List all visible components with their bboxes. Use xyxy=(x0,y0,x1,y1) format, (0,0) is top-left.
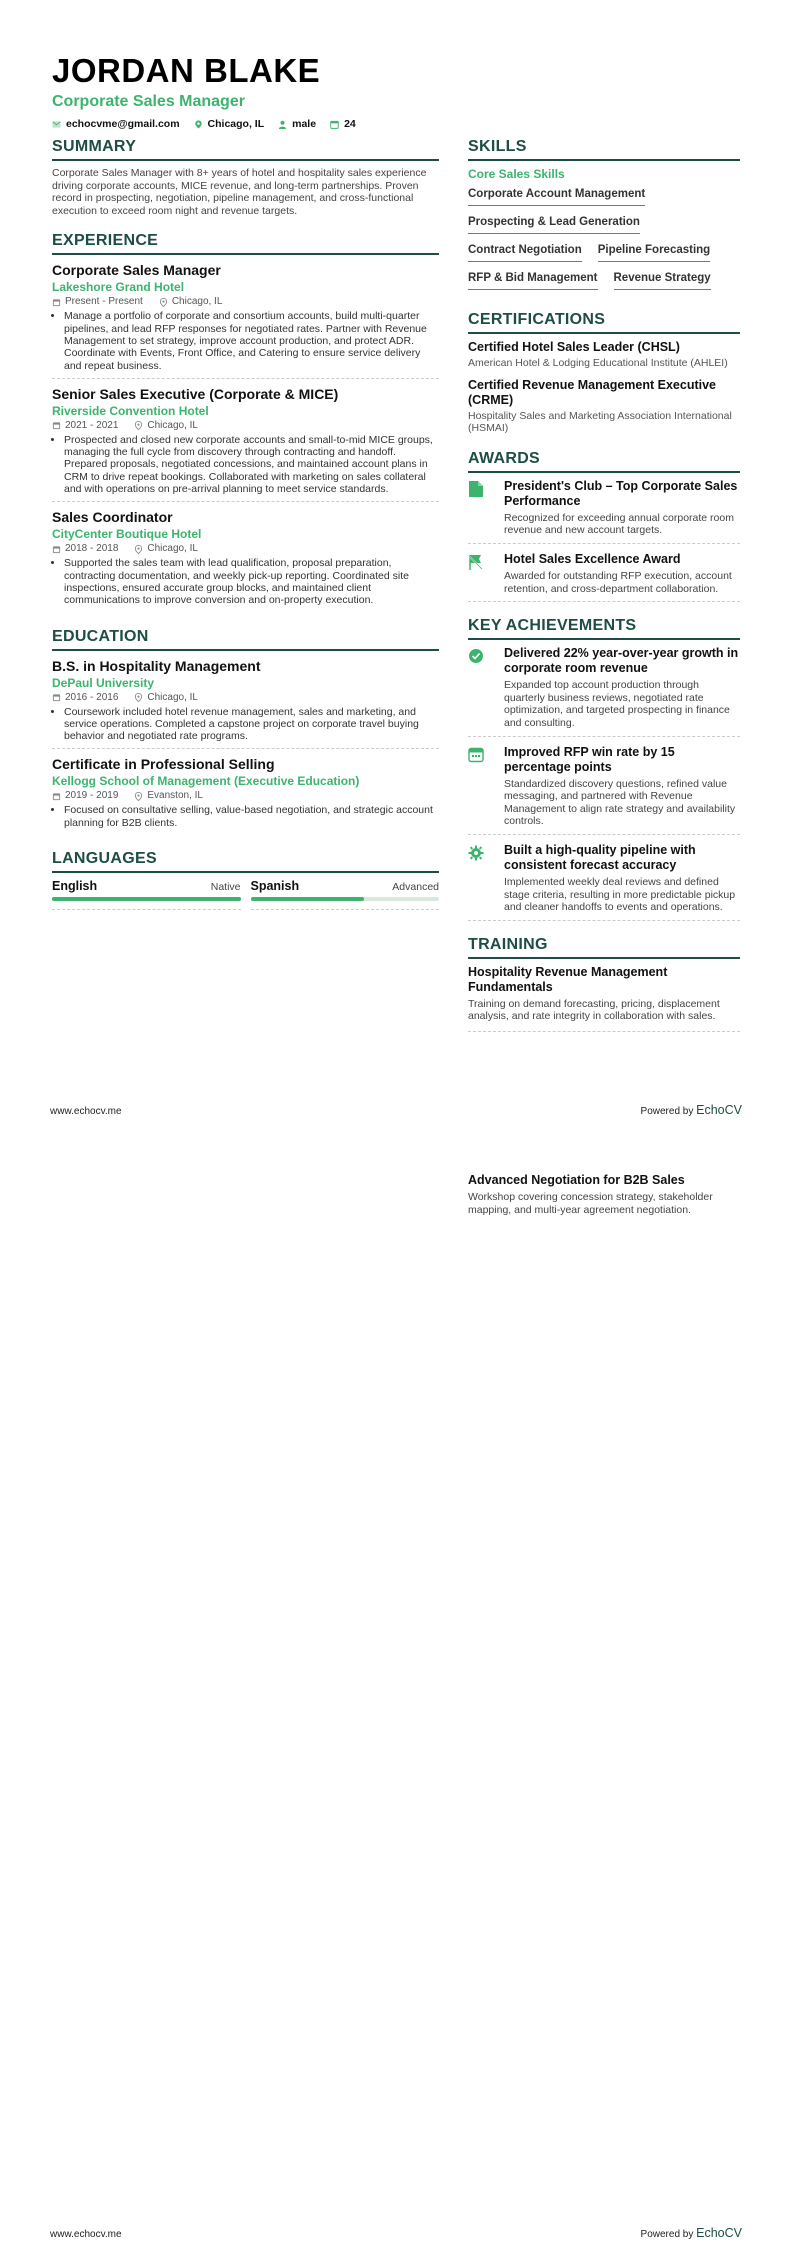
powered-by-label: Powered by xyxy=(640,2229,694,2240)
achievement-title: Delivered 22% year-over-year growth in corporate room revenue xyxy=(504,646,739,676)
brand-name: EchoCV xyxy=(696,1103,742,1117)
degree-title: B.S. in Hospitality Management xyxy=(52,657,261,674)
job-title: Corporate Sales Manager xyxy=(52,262,221,279)
achievement-item xyxy=(468,843,740,921)
page-footer xyxy=(50,1103,742,1117)
calendar-icon xyxy=(52,421,61,430)
job-bullet: • Prospected and closed new corporate accounts and small-to-mid MICE groups, managing the full cycle from discovery through contracting and handoff. Prepared proposals, negotiated concessions, and maintained account plans in CRM to drive repeat bookings. Collaborated with marketing on sales collateral and with operations on pre-arrival planning to meet service standards. xyxy=(64,434,439,495)
education-meta xyxy=(52,790,439,802)
person-icon xyxy=(278,120,287,129)
training-description: Training on demand forecasting, pricing, displacement analysis, and rate integrity in collaboration with sales. xyxy=(468,997,720,1023)
education-bullet: • Coursework included hotel revenue management, sales and marketing, and service operations. Completed a capstone project on corporate travel buying behavior and negotiated rate programs. xyxy=(64,706,439,743)
job-bullets xyxy=(52,310,439,371)
training-title: Advanced Negotiation for B2B Sales xyxy=(468,1173,685,1187)
award-title: President's Club – Top Corporate Sales Performance xyxy=(504,478,738,508)
training-heading: TRAINING xyxy=(468,935,740,959)
employer: Lakeshore Grand Hotel xyxy=(52,280,185,295)
gear-icon xyxy=(468,844,486,862)
job-meta xyxy=(52,543,439,555)
footer-powered-by xyxy=(641,1103,742,1117)
candidate-name: JORDAN BLAKE xyxy=(52,52,321,89)
experience-entry xyxy=(52,508,439,612)
language-item xyxy=(52,879,241,910)
location-pin-icon xyxy=(134,421,143,430)
job-dates: 2018 - 2018 xyxy=(65,543,119,555)
job-meta xyxy=(52,420,439,432)
achievement-item xyxy=(468,646,740,736)
award-description: Recognized for exceeding annual corporate room revenue and new account targets. xyxy=(504,511,734,537)
skills-list xyxy=(468,184,740,296)
education-section xyxy=(52,627,439,835)
education-heading: EDUCATION xyxy=(52,627,439,651)
footer-website[interactable]: www.echocv.me xyxy=(50,2229,122,2240)
certification-title: Certified Hotel Sales Leader (CHSL) xyxy=(468,340,680,354)
languages-section xyxy=(52,849,439,910)
school-name: Kellogg School of Management (Executive Education) xyxy=(52,774,360,789)
page-footer xyxy=(50,2226,742,2240)
job-location: Chicago, IL xyxy=(147,543,198,555)
education-dates: 2019 - 2019 xyxy=(65,790,119,802)
brand-name: EchoCV xyxy=(696,2226,742,2240)
certifications-heading: CERTIFICATIONS xyxy=(468,310,740,334)
skills-section xyxy=(468,137,740,296)
language-proficiency-fill xyxy=(251,897,364,901)
job-title: Sales Coordinator xyxy=(52,509,173,526)
achievement-item xyxy=(468,745,740,835)
achievements-heading: KEY ACHIEVEMENTS xyxy=(468,616,740,640)
education-location: Chicago, IL xyxy=(147,691,198,703)
location-pin-icon xyxy=(134,693,143,702)
award-item xyxy=(468,479,740,544)
experience-section xyxy=(52,231,439,612)
language-item xyxy=(251,879,440,910)
summary-text: Corporate Sales Manager with 8+ years of hotel and hospitality sales experience driving corporate accounts, MICE revenue, and long-term partnerships. Proven record in prospecting, negotiation, pipeline management, and cross-functional execution to exceed room night and revenue targets. xyxy=(52,167,427,217)
awards-section xyxy=(468,449,740,602)
training-title: Hospitality Revenue Management Fundamentals xyxy=(468,964,668,994)
job-bullet: • Manage a portfolio of corporate and consortium accounts, build multi-quarter pipelines, and lead RFP responses for negotiated rates. Partner with Revenue Management to set strategy, improve account production, and protect ADR. Coordinate with Events, Front Office, and Catering to ensure service delivery and repeat business. xyxy=(64,310,439,371)
achievement-title: Improved RFP win rate by 15 percentage points xyxy=(504,744,675,774)
degree-title: Certificate in Professional Selling xyxy=(52,756,275,773)
location-pin-icon xyxy=(134,545,143,554)
footer-powered-by xyxy=(641,2226,742,2240)
language-level: Advanced xyxy=(392,881,439,894)
location-pin-icon xyxy=(194,120,203,129)
skill-tag: Revenue Strategy xyxy=(614,268,711,290)
award-description: Awarded for outstanding RFP execution, account retention, and cross-department collaboration. xyxy=(504,569,732,595)
achievement-description: Implemented weekly deal reviews and defined stage criteria, resulting in more predictable pickup and cleaner handoffs to events and operations. xyxy=(504,875,736,914)
contact-location xyxy=(194,118,265,130)
flag-off-icon xyxy=(468,553,484,571)
certification-item xyxy=(468,340,740,370)
calendar-icon xyxy=(52,298,61,307)
education-location: Evanston, IL xyxy=(147,790,203,802)
job-title: Senior Sales Executive (Corporate & MICE) xyxy=(52,385,339,402)
school-name: DePaul University xyxy=(52,675,155,690)
education-entry xyxy=(52,755,439,835)
experience-heading: EXPERIENCE xyxy=(52,231,439,255)
education-dates: 2016 - 2016 xyxy=(65,691,119,703)
candidate-title: Corporate Sales Manager xyxy=(52,93,245,110)
summary-heading: SUMMARY xyxy=(52,137,439,161)
language-name: Spanish xyxy=(250,879,300,894)
certifications-section xyxy=(468,310,740,435)
calendar-icon xyxy=(52,545,61,554)
languages-list xyxy=(52,879,439,910)
language-proficiency-bar xyxy=(251,897,440,901)
location-pin-icon xyxy=(134,792,143,801)
education-bullets xyxy=(52,804,439,829)
footer-website[interactable]: www.echocv.me xyxy=(50,1106,122,1117)
document-icon xyxy=(468,480,484,498)
job-bullets xyxy=(52,434,439,495)
certification-title: Certified Revenue Management Executive (CRME) xyxy=(468,377,716,407)
education-bullets xyxy=(52,706,439,743)
job-dates: 2021 - 2021 xyxy=(65,419,119,431)
email-text: echocvme@gmail.com xyxy=(66,118,180,130)
achievement-title: Built a high-quality pipeline with consistent forecast accuracy xyxy=(504,842,696,872)
calendar-icon xyxy=(52,693,61,702)
skills-heading: SKILLS xyxy=(468,137,740,161)
right-column xyxy=(468,137,740,1046)
skills-group-label: Core Sales Skills xyxy=(468,167,565,181)
skill-tag: Corporate Account Management xyxy=(468,184,645,206)
job-bullets xyxy=(52,557,439,606)
job-dates: Present - Present xyxy=(65,296,143,308)
education-meta xyxy=(52,692,439,704)
experience-entry xyxy=(52,261,439,378)
education-bullet: • Focused on consultative selling, value-based negotiation, and strategic account planning for B2B clients. xyxy=(64,804,439,829)
language-level: Native xyxy=(210,881,241,894)
job-bullet: • Supported the sales team with lead qualification, proposal preparation, contracting documentation, and weekly pick-up reporting. Coordinated site inspections, ensured accurate group blocks, and maintained client communications to improve conversion and on-property execution. xyxy=(64,557,439,606)
language-proficiency-fill xyxy=(52,897,241,901)
award-item xyxy=(468,552,740,602)
resume-header xyxy=(52,52,742,130)
gender-text: male xyxy=(292,118,317,130)
contact-gender xyxy=(278,118,316,130)
check-circle-icon xyxy=(468,647,486,665)
certification-issuer: Hospitality Sales and Marketing Association International (HSMAI) xyxy=(468,409,732,435)
contact-age xyxy=(330,118,356,130)
age-text: 24 xyxy=(344,118,356,130)
training-overflow xyxy=(468,1173,740,1216)
achievement-description: Expanded top account production through quarterly business reviews, negotiated rate optimization, and targeted prospecting in finance and consulting. xyxy=(504,679,730,729)
education-entry xyxy=(52,657,439,750)
certification-issuer: American Hotel & Lodging Educational Institute (AHLEI) xyxy=(468,357,728,369)
email-icon xyxy=(52,120,61,129)
certification-item xyxy=(468,378,740,435)
calendar-icon xyxy=(52,792,61,801)
training-description: Workshop covering concession strategy, stakeholder mapping, and multi-year agreement negotiation. xyxy=(468,1191,713,1216)
calendar-icon xyxy=(330,120,339,129)
powered-by-label: Powered by xyxy=(640,1106,694,1117)
contact-email[interactable] xyxy=(52,118,180,130)
achievement-description: Standardized discovery questions, refined value messaging, and partnered with Revenue Management to align rate strategy and availability controls. xyxy=(504,777,736,828)
awards-heading: AWARDS xyxy=(468,449,740,473)
location-text: Chicago, IL xyxy=(207,118,265,130)
skill-tag: Contract Negotiation xyxy=(468,240,582,262)
languages-heading: LANGUAGES xyxy=(52,849,439,873)
location-pin-icon xyxy=(159,298,168,307)
language-name: English xyxy=(52,879,98,894)
employer: Riverside Convention Hotel xyxy=(52,403,209,418)
experience-entry xyxy=(52,385,439,502)
contact-bar xyxy=(52,118,742,130)
left-column xyxy=(52,137,439,924)
skill-tag: Pipeline Forecasting xyxy=(598,240,710,262)
training-section xyxy=(468,935,740,1032)
job-meta xyxy=(52,296,439,308)
job-location: Chicago, IL xyxy=(147,419,198,431)
calendar-icon xyxy=(468,746,486,764)
skill-tag: RFP & Bid Management xyxy=(468,268,598,290)
achievements-section xyxy=(468,616,740,921)
award-title: Hotel Sales Excellence Award xyxy=(504,551,681,566)
summary-section xyxy=(52,137,439,217)
skill-tag: Prospecting & Lead Generation xyxy=(468,212,640,234)
language-proficiency-bar xyxy=(52,897,241,901)
training-item xyxy=(468,965,740,1032)
job-location: Chicago, IL xyxy=(171,296,223,308)
employer: CityCenter Boutique Hotel xyxy=(52,527,202,542)
